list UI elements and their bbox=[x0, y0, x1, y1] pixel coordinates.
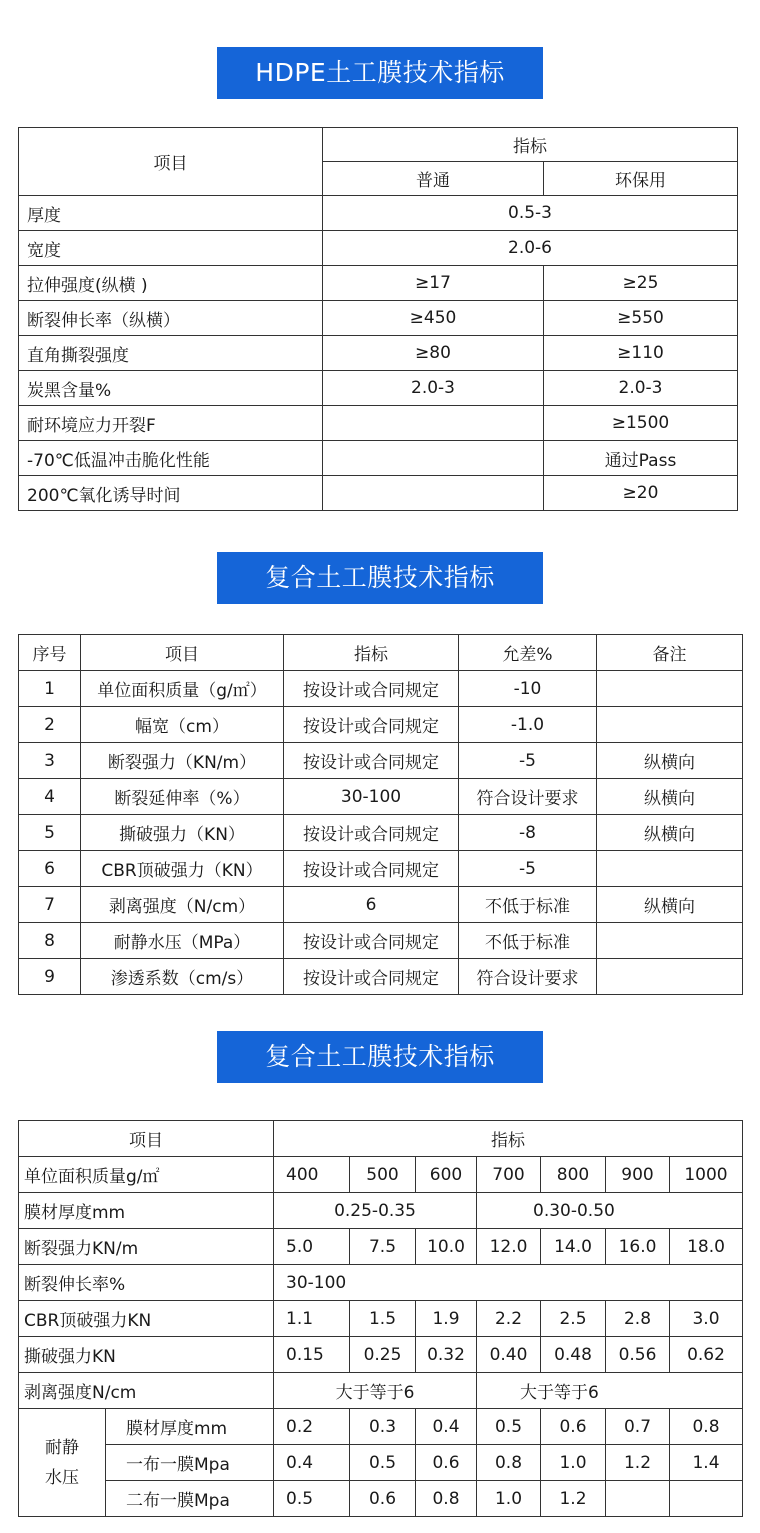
table-row bbox=[19, 887, 743, 923]
table-row bbox=[19, 1481, 743, 1517]
table-row bbox=[19, 1193, 743, 1229]
value-cell: 0.6 bbox=[541, 1409, 606, 1445]
row-label: 撕破强力KN bbox=[19, 1337, 274, 1373]
value-cell: 0.6 bbox=[350, 1481, 416, 1517]
eco-value: 通过Pass bbox=[544, 441, 738, 476]
value-cell: 0.8 bbox=[670, 1409, 743, 1445]
eco-value: ≥550 bbox=[544, 301, 738, 336]
value-cell: 3.0 bbox=[670, 1301, 743, 1337]
composite-grade-table bbox=[18, 1120, 743, 1517]
value-cell: 0.40 bbox=[477, 1337, 541, 1373]
row-tolerance: -5 bbox=[459, 743, 597, 779]
row-note: 纵横向 bbox=[597, 815, 743, 851]
row-label: 厚度 bbox=[19, 196, 323, 231]
composite-spec-table bbox=[18, 634, 743, 995]
value-cell: 大于等于6 bbox=[274, 1373, 477, 1409]
table-row bbox=[19, 815, 743, 851]
table-row bbox=[19, 707, 743, 743]
row-label: 断裂伸长率% bbox=[19, 1265, 274, 1301]
value-cell: 0.5 bbox=[477, 1409, 541, 1445]
table-row bbox=[19, 336, 738, 371]
value-cell: 18.0 bbox=[670, 1229, 743, 1265]
value-cell: 0.5 bbox=[350, 1445, 416, 1481]
row-no: 9 bbox=[19, 959, 81, 995]
row-label: 200℃氧化诱导时间 bbox=[19, 476, 323, 511]
table-row bbox=[19, 1301, 743, 1337]
table-header-row bbox=[19, 635, 743, 671]
row-label: 炭黑含量% bbox=[19, 371, 323, 406]
value-cell: 1.2 bbox=[606, 1445, 670, 1481]
pressure-label-line1: 耐静 bbox=[45, 1437, 79, 1458]
value-cell: 1.0 bbox=[541, 1445, 606, 1481]
eco-value: ≥25 bbox=[544, 266, 738, 301]
value-cell: 1000 bbox=[670, 1157, 743, 1193]
header-tolerance: 允差% bbox=[459, 635, 597, 671]
value-cell: 0.3 bbox=[350, 1409, 416, 1445]
table-row bbox=[19, 196, 738, 231]
header-index: 指标 bbox=[323, 128, 738, 162]
header-eco: 环保用 bbox=[544, 162, 738, 196]
row-tolerance: 不低于标准 bbox=[459, 923, 597, 959]
table-row bbox=[19, 371, 738, 406]
row-label: 断裂强力KN/m bbox=[19, 1229, 274, 1265]
value-cell: 1.0 bbox=[477, 1481, 541, 1517]
value-cell: 700 bbox=[477, 1157, 541, 1193]
row-index: 6 bbox=[284, 887, 459, 923]
row-item: 剥离强度（N/cm） bbox=[81, 887, 284, 923]
pressure-label-line2: 水压 bbox=[45, 1467, 79, 1488]
value-cell: 0.25 bbox=[350, 1337, 416, 1373]
value-cell: 900 bbox=[606, 1157, 670, 1193]
value-cell: 2.8 bbox=[606, 1301, 670, 1337]
row-item: 耐静水压（MPa） bbox=[81, 923, 284, 959]
table-row bbox=[19, 923, 743, 959]
hdpe-spec-table bbox=[18, 127, 738, 511]
row-index: 按设计或合同规定 bbox=[284, 815, 459, 851]
value-cell: 800 bbox=[541, 1157, 606, 1193]
value-cell: 0.7 bbox=[606, 1409, 670, 1445]
table-row bbox=[19, 1229, 743, 1265]
table-row bbox=[19, 851, 743, 887]
row-item: 幅宽（cm） bbox=[81, 707, 284, 743]
row-label: 单位面积质量g/㎡ bbox=[19, 1157, 274, 1193]
header-item: 项目 bbox=[19, 1121, 274, 1157]
row-tolerance: -1.0 bbox=[459, 707, 597, 743]
value-cell: 2.2 bbox=[477, 1301, 541, 1337]
row-note: 纵横向 bbox=[597, 887, 743, 923]
row-tolerance: 符合设计要求 bbox=[459, 959, 597, 995]
normal-value bbox=[323, 476, 544, 511]
row-label: 膜材厚度mm bbox=[106, 1409, 274, 1445]
value-cell: 0.5 bbox=[274, 1481, 350, 1517]
table-row bbox=[19, 301, 738, 336]
row-label: 膜材厚度mm bbox=[19, 1193, 274, 1229]
table-row bbox=[19, 1373, 743, 1409]
value-cell: 0.56 bbox=[606, 1337, 670, 1373]
row-item: 渗透系数（cm/s） bbox=[81, 959, 284, 995]
header-item: 项目 bbox=[81, 635, 284, 671]
row-index: 按设计或合同规定 bbox=[284, 671, 459, 707]
row-tolerance: 不低于标准 bbox=[459, 887, 597, 923]
header-index: 指标 bbox=[274, 1121, 743, 1157]
value-cell: 大于等于6 bbox=[477, 1373, 743, 1409]
value-cell: 0.4 bbox=[416, 1409, 477, 1445]
value-cell: 0.48 bbox=[541, 1337, 606, 1373]
normal-value: ≥80 bbox=[323, 336, 544, 371]
header-normal: 普通 bbox=[323, 162, 544, 196]
table-row bbox=[19, 959, 743, 995]
row-note bbox=[597, 671, 743, 707]
section3-title: 复合土工膜技术指标 bbox=[217, 1031, 543, 1083]
row-label: -70℃低温冲击脆化性能 bbox=[19, 441, 323, 476]
row-label: CBR顶破强力KN bbox=[19, 1301, 274, 1337]
row-item: CBR顶破强力（KN） bbox=[81, 851, 284, 887]
normal-value: 2.0-3 bbox=[323, 371, 544, 406]
header-index: 指标 bbox=[284, 635, 459, 671]
eco-value: ≥110 bbox=[544, 336, 738, 371]
value-cell: 1.5 bbox=[350, 1301, 416, 1337]
eco-value: 2.0-3 bbox=[544, 371, 738, 406]
value-cell: 10.0 bbox=[416, 1229, 477, 1265]
value-cell: 500 bbox=[350, 1157, 416, 1193]
value-cell bbox=[606, 1481, 670, 1517]
header-note: 备注 bbox=[597, 635, 743, 671]
value-cell: 0.62 bbox=[670, 1337, 743, 1373]
row-item: 断裂延伸率（%） bbox=[81, 779, 284, 815]
value-cell: 2.5 bbox=[541, 1301, 606, 1337]
normal-value bbox=[323, 441, 544, 476]
value-cell: 0.32 bbox=[416, 1337, 477, 1373]
row-note bbox=[597, 959, 743, 995]
row-no: 1 bbox=[19, 671, 81, 707]
row-note: 纵横向 bbox=[597, 743, 743, 779]
table-row bbox=[19, 743, 743, 779]
row-label: 直角撕裂强度 bbox=[19, 336, 323, 371]
section2-title: 复合土工膜技术指标 bbox=[217, 552, 543, 604]
value-cell: 7.5 bbox=[350, 1229, 416, 1265]
table-row bbox=[19, 406, 738, 441]
table-row bbox=[19, 441, 738, 476]
row-index: 按设计或合同规定 bbox=[284, 743, 459, 779]
row-tolerance: -10 bbox=[459, 671, 597, 707]
value-cell: 0.8 bbox=[477, 1445, 541, 1481]
row-note bbox=[597, 707, 743, 743]
row-tolerance: -5 bbox=[459, 851, 597, 887]
value-cell: 0.25-0.35 bbox=[274, 1193, 477, 1229]
row-no: 4 bbox=[19, 779, 81, 815]
row-no: 3 bbox=[19, 743, 81, 779]
value-cell: 16.0 bbox=[606, 1229, 670, 1265]
table-row bbox=[19, 1409, 743, 1445]
value-cell: 0.2 bbox=[274, 1409, 350, 1445]
row-item: 单位面积质量（g/㎡） bbox=[81, 671, 284, 707]
row-label: 一布一膜Mpa bbox=[106, 1445, 274, 1481]
normal-value: ≥17 bbox=[323, 266, 544, 301]
merged-value: 0.5-3 bbox=[323, 196, 738, 231]
table-row bbox=[19, 476, 738, 511]
header-no: 序号 bbox=[19, 635, 81, 671]
row-index: 按设计或合同规定 bbox=[284, 923, 459, 959]
value-cell: 0.6 bbox=[416, 1445, 477, 1481]
table-row bbox=[19, 1265, 743, 1301]
row-tolerance: 符合设计要求 bbox=[459, 779, 597, 815]
table-row bbox=[19, 231, 738, 266]
merged-value: 2.0-6 bbox=[323, 231, 738, 266]
row-tolerance: -8 bbox=[459, 815, 597, 851]
table-row bbox=[19, 671, 743, 707]
value-cell: 1.4 bbox=[670, 1445, 743, 1481]
value-cell: 0.15 bbox=[274, 1337, 350, 1373]
table-row bbox=[19, 1157, 743, 1193]
normal-value bbox=[323, 406, 544, 441]
row-index: 30-100 bbox=[284, 779, 459, 815]
eco-value: ≥1500 bbox=[544, 406, 738, 441]
row-item: 断裂强力（KN/m） bbox=[81, 743, 284, 779]
value-cell: 1.1 bbox=[274, 1301, 350, 1337]
table-row bbox=[19, 266, 738, 301]
header-item: 项目 bbox=[19, 128, 323, 196]
normal-value: ≥450 bbox=[323, 301, 544, 336]
value-cell: 0.4 bbox=[274, 1445, 350, 1481]
row-label: 拉伸强度(纵横 ) bbox=[19, 266, 323, 301]
row-label: 二布一膜Mpa bbox=[106, 1481, 274, 1517]
value-cell: 1.9 bbox=[416, 1301, 477, 1337]
table-row bbox=[19, 779, 743, 815]
value-cell: 5.0 bbox=[274, 1229, 350, 1265]
row-no: 7 bbox=[19, 887, 81, 923]
section1-title: HDPE土工膜技术指标 bbox=[217, 47, 543, 99]
row-index: 按设计或合同规定 bbox=[284, 959, 459, 995]
table-header-row bbox=[19, 128, 738, 162]
value-cell: 12.0 bbox=[477, 1229, 541, 1265]
row-label: 耐环境应力开裂F bbox=[19, 406, 323, 441]
value-cell: 0.8 bbox=[416, 1481, 477, 1517]
row-label: 宽度 bbox=[19, 231, 323, 266]
row-note bbox=[597, 851, 743, 887]
value-cell: 0.30-0.50 bbox=[477, 1193, 743, 1229]
table-header-row bbox=[19, 1121, 743, 1157]
table-row bbox=[19, 1445, 743, 1481]
row-note bbox=[597, 923, 743, 959]
row-no: 2 bbox=[19, 707, 81, 743]
value-cell: 30-100 bbox=[274, 1265, 743, 1301]
row-note: 纵横向 bbox=[597, 779, 743, 815]
row-no: 5 bbox=[19, 815, 81, 851]
row-no: 8 bbox=[19, 923, 81, 959]
row-label: 断裂伸长率（纵横） bbox=[19, 301, 323, 336]
value-cell: 600 bbox=[416, 1157, 477, 1193]
value-cell bbox=[670, 1481, 743, 1517]
value-cell: 14.0 bbox=[541, 1229, 606, 1265]
row-index: 按设计或合同规定 bbox=[284, 707, 459, 743]
value-cell: 400 bbox=[274, 1157, 350, 1193]
row-no: 6 bbox=[19, 851, 81, 887]
row-item: 撕破强力（KN） bbox=[81, 815, 284, 851]
row-label: 剥离强度N/cm bbox=[19, 1373, 274, 1409]
value-cell: 1.2 bbox=[541, 1481, 606, 1517]
row-index: 按设计或合同规定 bbox=[284, 851, 459, 887]
pressure-group-label bbox=[19, 1409, 106, 1517]
table-row bbox=[19, 1337, 743, 1373]
eco-value: ≥20 bbox=[544, 476, 738, 511]
